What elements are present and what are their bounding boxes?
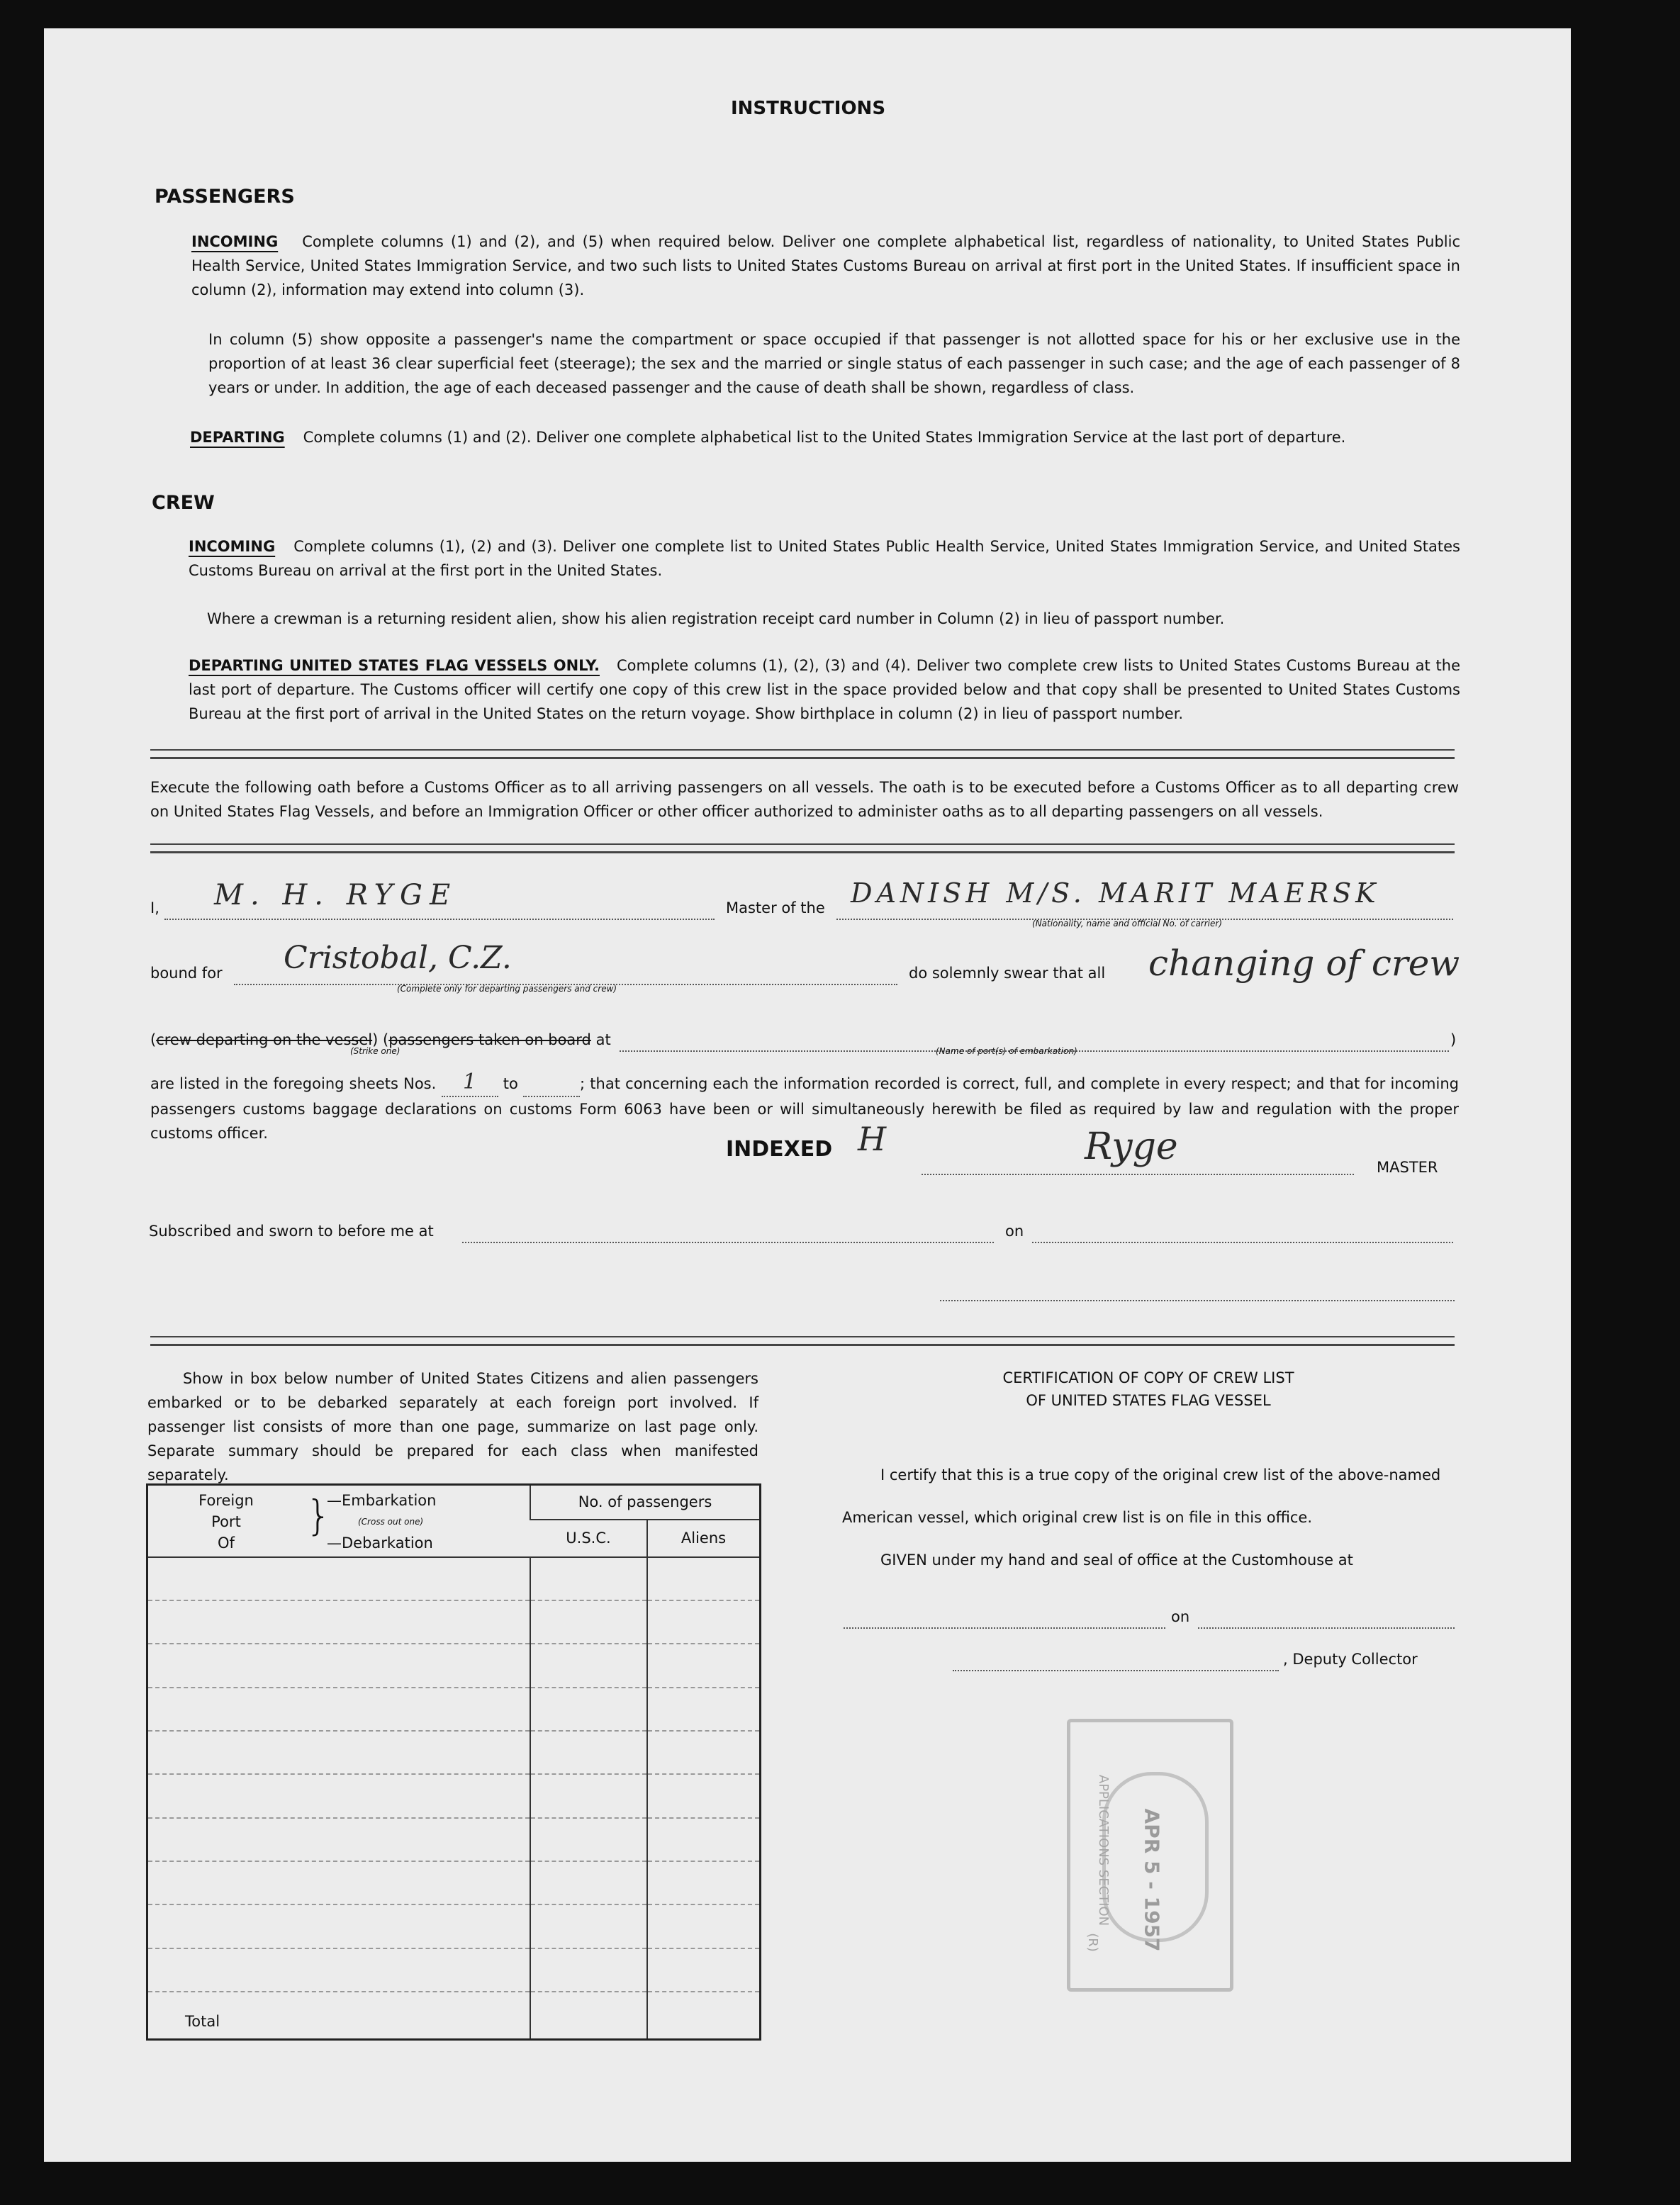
section-divider bbox=[150, 1336, 1455, 1346]
strike-at: at bbox=[595, 1031, 611, 1048]
passengers-column5-paragraph: In column (5) show opposite a passenger's name the compartment or space occupied if that passenger is not allotted space for his or her exclusive use in the proportion of at least 36 clear superficial feet (steerage); the sex and the married or single status of each passenger in such case; and the age of each passenger of 8 years or under. In addition, the age of each deceased passenger and the cause of death shall be shown, regardless of class. bbox=[208, 331, 1460, 396]
passengers-heading: PASSENGERS bbox=[155, 186, 295, 208]
crew-incoming-label: INCOMING bbox=[189, 538, 276, 555]
handwritten-note: changing of crew bbox=[1148, 943, 1460, 984]
deputy-collector-label: , Deputy Collector bbox=[1283, 1651, 1418, 1668]
crew-incoming-paragraph bbox=[189, 534, 1460, 583]
total-label: Total bbox=[185, 2013, 220, 2030]
strike-line: (crew departing on the vessel) (passengers taken on board at bbox=[150, 1031, 611, 1048]
correct-text: ; that concerning each the information recorded is correct, full, and complete in every respect; and that for incoming passengers customs baggage declarations on customs Form 6063 have been or will simultaneously herewith be filed as required by law and regulation with the proper customs officer. bbox=[150, 1075, 1459, 1142]
section-divider bbox=[150, 843, 1455, 853]
table-row[interactable] bbox=[147, 1688, 761, 1731]
master-signature: Ryge bbox=[1085, 1126, 1178, 1168]
total-usc-cell[interactable] bbox=[530, 1992, 647, 2040]
table-row[interactable] bbox=[147, 1731, 761, 1774]
sheet-from-field[interactable] bbox=[442, 1070, 498, 1097]
destination-value: Cristobal, C.Z. bbox=[284, 940, 512, 976]
to-label: to bbox=[503, 1075, 518, 1092]
vessel-caption: (Nationality, name and official No. of carrier) bbox=[1032, 919, 1223, 928]
embark-debark-labels bbox=[327, 1490, 436, 1554]
crew-heading: CREW bbox=[152, 492, 215, 514]
passengers-departing-label: DEPARTING bbox=[190, 429, 285, 446]
destination-caption: (Complete only for departing passengers and crew) bbox=[397, 984, 617, 994]
section-divider bbox=[150, 749, 1455, 759]
certification-date-field[interactable] bbox=[1198, 1603, 1455, 1629]
certify-line2: American vessel, which original crew list is on file in this office. bbox=[842, 1509, 1313, 1526]
passengers-incoming-text: Complete columns (1) and (2), and (5) when required below. Deliver one complete alphabetical list, regardless of nationality, to United States Public Health Service, United States Immigration Service, and two such lists to United States Customs Bureau on arrival at first port in the United States. If insufficient space in column (2), information may extend into column (3). bbox=[191, 233, 1460, 298]
close-paren: ) bbox=[1450, 1031, 1457, 1048]
master-signature-field[interactable] bbox=[922, 1126, 1354, 1175]
table-row[interactable] bbox=[147, 1948, 761, 1992]
master-name-value: M. H. RYGE bbox=[214, 879, 458, 911]
crew-departing-text: Complete columns (1), (2), (3) and (4). Deliver two complete crew lists to United States Customs Bureau at the last port of departure. The Customs officer will certify one copy of this crew list in the space provided below and that copy shall be presented to United States Customs Bureau at the first port of arrival in the United States on the return voyage. Show birthplace in column (2) in lieu of passport number. bbox=[189, 657, 1461, 722]
total-aliens-cell[interactable] bbox=[647, 1992, 761, 2040]
indexed-stamp: INDEXED bbox=[726, 1137, 833, 1162]
subscribed-on-label: on bbox=[1005, 1223, 1024, 1240]
crew-departing-paragraph bbox=[189, 653, 1460, 726]
deputy-signature-field[interactable] bbox=[953, 1646, 1279, 1671]
table-row[interactable] bbox=[147, 1774, 761, 1817]
debarkation-option[interactable]: —Debarkation bbox=[327, 1534, 433, 1552]
table-row[interactable] bbox=[147, 1557, 761, 1600]
certification-title-line2: OF UNITED STATES FLAG VESSEL bbox=[1026, 1392, 1271, 1409]
aliens-header: Aliens bbox=[647, 1520, 761, 1557]
certification-place-field[interactable] bbox=[844, 1603, 1165, 1629]
vessel-value: DANISH M/S. MARIT MAERSK bbox=[851, 877, 1380, 909]
table-row[interactable] bbox=[147, 1904, 761, 1948]
certification-on-label: on bbox=[1171, 1608, 1190, 1625]
sheet-to-field[interactable] bbox=[523, 1072, 580, 1097]
given-text: GIVEN under my hand and seal of office at the Customhouse at bbox=[880, 1552, 1353, 1569]
brace: } bbox=[306, 1491, 332, 1539]
passenger-summary-table bbox=[146, 1483, 761, 2041]
certification-title-line1: CERTIFICATION OF COPY OF CREW LIST bbox=[1002, 1369, 1294, 1386]
listed-paragraph bbox=[150, 1070, 1459, 1145]
certify-line1: I certify that this is a true copy of the original crew list of the above-named bbox=[880, 1466, 1441, 1483]
strike-crew[interactable]: crew departing on the vessel bbox=[156, 1031, 373, 1048]
passengers-incoming-paragraph bbox=[191, 230, 1460, 302]
listed-label: are listed in the foregoing sheets Nos. bbox=[150, 1075, 437, 1092]
strike-caption: (Strike one) bbox=[350, 1046, 401, 1056]
indexed-initial: H bbox=[858, 1120, 887, 1158]
usc-header: U.S.C. bbox=[530, 1520, 647, 1557]
sheet-from-value: 1 bbox=[462, 1070, 477, 1094]
col-of: Of bbox=[218, 1534, 235, 1552]
subscribed-date-field[interactable] bbox=[1032, 1218, 1453, 1243]
page-title: INSTRUCTIONS bbox=[730, 98, 886, 119]
bound-for-label: bound for bbox=[150, 965, 223, 982]
stamp-section: APPLICATIONS SECTION bbox=[1096, 1774, 1111, 1926]
summary-instructions: Show in box below number of United States Citizens and alien passengers embarked or to be debarked separately at each foreign port involved. If passenger list consists of more than one page, summarize on last page only. Separate summary should be prepared for each class when manifested separately. bbox=[147, 1370, 758, 1483]
passengers-departing-paragraph bbox=[190, 425, 1466, 449]
crew-incoming-text: Complete columns (1), (2) and (3). Deliver one complete list to United States Public Health Service, United States Immigration Service, and United States Customs Bureau on arrival at the first port in the United States. bbox=[189, 538, 1460, 579]
table-row[interactable] bbox=[147, 1818, 761, 1861]
passengers-incoming-label: INCOMING bbox=[191, 233, 279, 250]
officer-signature-field[interactable] bbox=[940, 1276, 1455, 1301]
port-header-labels bbox=[148, 1490, 304, 1554]
table-header-row bbox=[147, 1485, 761, 1520]
swear-label: do solemnly swear that all bbox=[909, 965, 1106, 982]
received-stamp bbox=[1067, 1719, 1233, 1992]
table-row[interactable] bbox=[147, 1600, 761, 1644]
port-header-cell bbox=[147, 1485, 531, 1557]
embarkation-option[interactable]: —Embarkation bbox=[327, 1492, 437, 1509]
oath-instructions: Execute the following oath before a Customs Officer as to all arriving passengers on all vessels. The oath is to be executed before a Customs Officer as to all departing crew on United States Flag Vessels, and before an Immigration Officer or other officer authorized to administer oaths as to all departing passengers on all vessels. bbox=[150, 779, 1459, 820]
crew-resident-paragraph: Where a crewman is a returning resident alien, show his alien registration receipt card number in Column (2) in lieu of passport number. bbox=[207, 610, 1225, 627]
stamp-date: APR 5 - 1957 bbox=[1140, 1808, 1164, 1952]
master-name-field[interactable] bbox=[164, 879, 715, 920]
cross-out-note: (Cross out one) bbox=[358, 1517, 424, 1527]
table-row[interactable] bbox=[147, 1861, 761, 1904]
subscribed-place-field[interactable] bbox=[462, 1218, 994, 1243]
total-row bbox=[147, 1992, 761, 2040]
col-port: Port bbox=[211, 1513, 241, 1530]
no-passengers-header: No. of passengers bbox=[530, 1485, 761, 1520]
subscribed-label: Subscribed and sworn to before me at bbox=[149, 1223, 434, 1240]
passengers-departing-text: Complete columns (1) and (2). Deliver one complete alphabetical list to the United States Immigration Service at the last port of departure. bbox=[303, 429, 1346, 446]
crew-departing-label: DEPARTING UNITED STATES FLAG VESSELS ONLY. bbox=[189, 657, 600, 674]
certification-title bbox=[808, 1367, 1489, 1412]
table-row[interactable] bbox=[147, 1644, 761, 1687]
stamp-code: (R) bbox=[1085, 1933, 1100, 1952]
vessel-field[interactable] bbox=[836, 877, 1453, 920]
embarkation-caption: (Name of port(s) of embarkation) bbox=[936, 1046, 1077, 1056]
destination-field[interactable] bbox=[234, 940, 897, 985]
strike-passengers[interactable]: passengers taken on board bbox=[388, 1031, 591, 1048]
col-foreign: Foreign bbox=[198, 1492, 254, 1509]
master-label: MASTER bbox=[1377, 1159, 1438, 1176]
oath-i-label: I, bbox=[150, 899, 159, 916]
master-of-label: Master of the bbox=[726, 899, 825, 916]
